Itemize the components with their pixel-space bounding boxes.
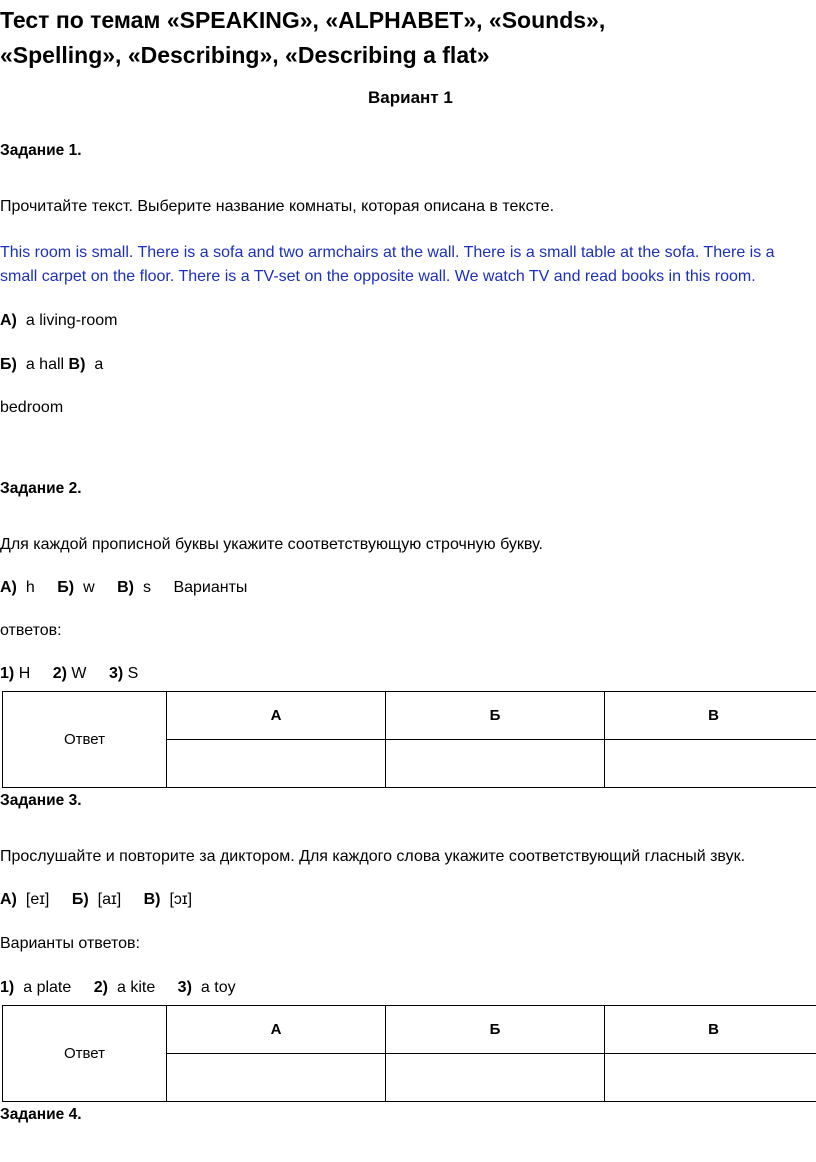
option-value: a plate: [23, 979, 72, 996]
column-header-v: В: [605, 692, 816, 740]
title-line-2: «Spelling», «Describing», «Describing a flat»: [0, 42, 490, 68]
option-label: 2): [52, 665, 67, 682]
option-label: В): [68, 356, 86, 373]
item-label: Б): [57, 579, 75, 596]
column-header-a: А: [167, 692, 386, 740]
item-label: Б): [71, 891, 89, 908]
item-value: s: [142, 579, 151, 596]
answer-cell-b[interactable]: [386, 1054, 605, 1102]
task2-letters: [0, 579, 247, 597]
task2-variants-continued: ответов:: [0, 622, 62, 639]
option-value: H: [18, 665, 31, 682]
answer-label: Ответ: [3, 692, 167, 788]
item-value: w: [83, 579, 95, 596]
option-label: Б): [0, 356, 17, 373]
option-value: W: [71, 665, 87, 682]
answer-cell-v[interactable]: [605, 740, 816, 788]
answer-cell-v[interactable]: [605, 1054, 816, 1102]
option-text: a: [94, 356, 104, 373]
item-label: А): [0, 579, 17, 596]
option-label: 2): [93, 979, 108, 996]
item-value: [eɪ]: [25, 891, 50, 908]
task2-answer-table: [2, 691, 816, 788]
task2-heading: Задание 2.: [0, 480, 82, 497]
option-label: А): [0, 312, 17, 329]
answer-cell-a[interactable]: [167, 1054, 386, 1102]
task3-answer-table: [2, 1005, 816, 1102]
item-value: h: [25, 579, 35, 596]
option-value: S: [127, 665, 139, 682]
task1-text-line-1: This room is small. There is a sofa and two armchairs at the wall. There is a small table at the sofa. There is a: [0, 244, 775, 261]
item-label: В): [117, 579, 134, 596]
item-value: [aɪ]: [97, 891, 122, 908]
option-value: a toy: [200, 979, 236, 996]
task1-heading: Задание 1.: [0, 142, 82, 159]
task1-option-b: [0, 356, 103, 374]
option-text: a hall: [25, 356, 65, 373]
variants-word: Варианты: [173, 579, 248, 596]
column-header-b: Б: [386, 692, 605, 740]
task1-option-v-continued: bedroom: [0, 399, 64, 416]
option-label: 1): [0, 665, 15, 682]
task1-instruction: Прочитайте текст. Выберите название комнаты, которая описана в тексте.: [0, 198, 555, 215]
column-header-a: А: [167, 1006, 386, 1054]
answer-cell-a[interactable]: [167, 740, 386, 788]
answer-cell-b[interactable]: [386, 740, 605, 788]
task1-text-line-2: small carpet on the floor. There is a TV-set on the opposite wall. We watch TV and read books in this room.: [0, 268, 756, 285]
option-value: a kite: [116, 979, 156, 996]
option-label: 1): [0, 979, 15, 996]
task4-heading: Задание 4.: [0, 1106, 82, 1123]
task2-instruction: Для каждой прописной буквы укажите соответствующую строчную букву.: [0, 536, 543, 553]
item-label: А): [0, 891, 17, 908]
task3-answer-options: [0, 979, 236, 997]
column-header-v: В: [605, 1006, 816, 1054]
task3-sounds: [0, 891, 192, 909]
task1-option-a: [0, 312, 117, 330]
column-header-b: Б: [386, 1006, 605, 1054]
option-label: 3): [177, 979, 192, 996]
item-label: В): [143, 891, 161, 908]
option-label: 3): [108, 665, 124, 682]
task3-heading: Задание 3.: [0, 792, 82, 809]
task3-variants: Варианты ответов:: [0, 935, 140, 952]
title-line-1: Тест по темам «SPEAKING», «ALPHABET», «Sounds»,: [0, 7, 606, 33]
option-text: a living-room: [25, 312, 118, 329]
task3-instruction: Прослушайте и повторите за диктором. Для каждого слова укажите соответствующий гласный звук.: [0, 848, 746, 865]
task2-answer-options: [0, 665, 138, 683]
item-value: [ɔɪ]: [169, 891, 193, 908]
variant-heading: Вариант 1: [368, 88, 453, 107]
answer-label: Ответ: [3, 1006, 167, 1102]
